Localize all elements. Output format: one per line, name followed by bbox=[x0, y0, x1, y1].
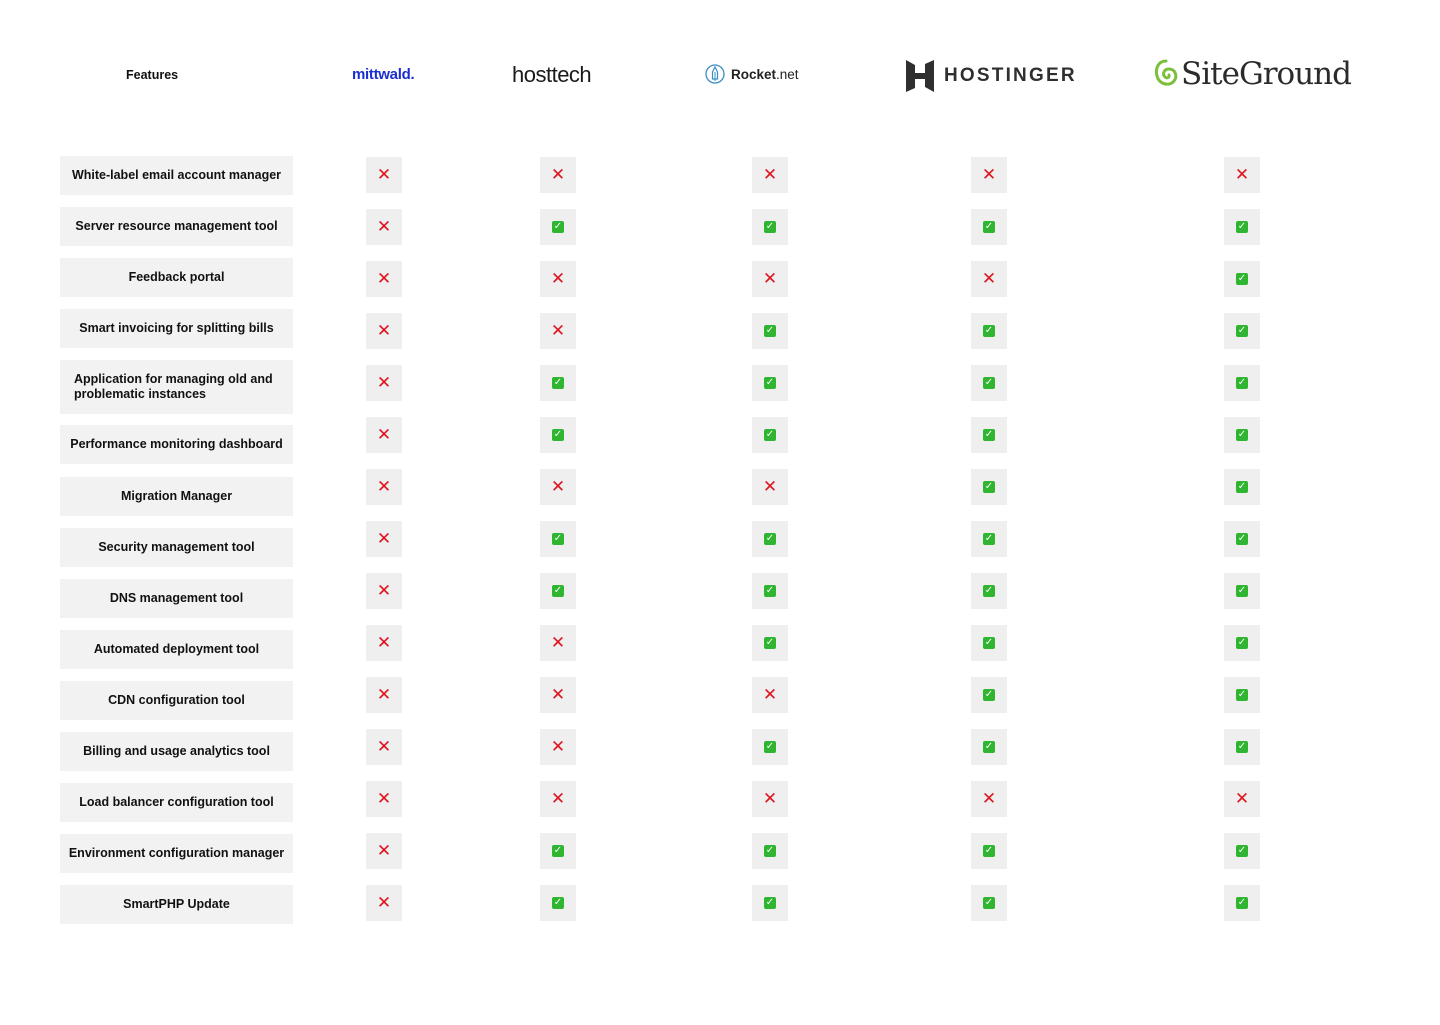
feature-label: Server resource management tool bbox=[60, 207, 293, 246]
status-cell-hosttech bbox=[540, 365, 576, 401]
status-cell-hosttech bbox=[540, 781, 576, 817]
check-icon: ✓ bbox=[765, 845, 775, 856]
check-icon: ✓ bbox=[1237, 845, 1247, 856]
check-icon: ✓ bbox=[765, 325, 775, 336]
siteground-logo bbox=[1153, 56, 1351, 92]
cross-icon: ✕ bbox=[376, 372, 392, 393]
status-cell-hostinger bbox=[971, 625, 1007, 661]
status-cell-rocket-net bbox=[752, 261, 788, 297]
hostinger-logo bbox=[906, 60, 1077, 92]
status-cell-hosttech bbox=[540, 729, 576, 765]
check-icon: ✓ bbox=[765, 429, 775, 440]
status-cell-mittwald bbox=[366, 417, 402, 453]
cross-icon: ✕ bbox=[981, 268, 997, 289]
check-icon: ✓ bbox=[1237, 325, 1247, 336]
status-cell-rocket-net bbox=[752, 677, 788, 713]
cross-icon: ✕ bbox=[762, 476, 778, 497]
hosttech-logo-text: hosttech bbox=[512, 62, 592, 87]
cross-icon: ✕ bbox=[1234, 788, 1250, 809]
check-icon: ✓ bbox=[984, 429, 994, 440]
status-cell-rocket-net bbox=[752, 209, 788, 245]
status-cell-hostinger bbox=[971, 677, 1007, 713]
check-icon: ✓ bbox=[984, 377, 994, 388]
feature-label: Feedback portal bbox=[60, 258, 293, 297]
rocket-icon bbox=[705, 64, 725, 84]
check-icon: ✓ bbox=[1237, 273, 1247, 284]
check-icon: ✓ bbox=[984, 689, 994, 700]
cross-icon: ✕ bbox=[376, 684, 392, 705]
cross-icon: ✕ bbox=[376, 476, 392, 497]
check-icon: ✓ bbox=[984, 481, 994, 492]
status-cell-hostinger bbox=[971, 157, 1007, 193]
status-cell-hosttech bbox=[540, 885, 576, 921]
mittwald-logo-dot: . bbox=[410, 66, 415, 83]
status-cell-hosttech bbox=[540, 625, 576, 661]
status-cell-hostinger bbox=[971, 417, 1007, 453]
hostinger-h-icon bbox=[906, 60, 934, 92]
check-icon: ✓ bbox=[765, 585, 775, 596]
status-cell-mittwald bbox=[366, 781, 402, 817]
cross-icon: ✕ bbox=[550, 320, 566, 341]
features-column-header: Features bbox=[126, 68, 179, 82]
check-icon: ✓ bbox=[553, 377, 563, 388]
status-cell-mittwald bbox=[366, 833, 402, 869]
status-cell-mittwald bbox=[366, 469, 402, 505]
rocket-logo-suffix: .net bbox=[776, 66, 799, 82]
check-icon: ✓ bbox=[553, 585, 563, 596]
feature-label: White-label email account manager bbox=[60, 156, 293, 195]
status-cell-rocket-net bbox=[752, 781, 788, 817]
cross-icon: ✕ bbox=[1234, 164, 1250, 185]
cross-icon: ✕ bbox=[376, 580, 392, 601]
status-cell-rocket-net bbox=[752, 573, 788, 609]
check-icon: ✓ bbox=[1237, 429, 1247, 440]
status-cell-mittwald bbox=[366, 209, 402, 245]
mittwald-logo-text: mittwald bbox=[352, 66, 411, 83]
cross-icon: ✕ bbox=[376, 528, 392, 549]
cross-icon: ✕ bbox=[550, 632, 566, 653]
cross-icon: ✕ bbox=[981, 164, 997, 185]
status-cell-mittwald bbox=[366, 521, 402, 557]
status-cell-hostinger bbox=[971, 885, 1007, 921]
status-cell-hosttech bbox=[540, 521, 576, 557]
status-cell-siteground bbox=[1224, 469, 1260, 505]
cross-icon: ✕ bbox=[550, 476, 566, 497]
check-icon: ✓ bbox=[765, 897, 775, 908]
check-icon: ✓ bbox=[553, 897, 563, 908]
feature-label: Billing and usage analytics tool bbox=[60, 732, 293, 771]
cross-icon: ✕ bbox=[376, 840, 392, 861]
status-cell-hosttech bbox=[540, 573, 576, 609]
status-cell-hosttech bbox=[540, 833, 576, 869]
siteground-logo-text: SiteGround bbox=[1181, 56, 1351, 92]
rocket-net-logo bbox=[705, 64, 799, 84]
status-cell-siteground bbox=[1224, 833, 1260, 869]
check-icon: ✓ bbox=[984, 585, 994, 596]
status-cell-siteground bbox=[1224, 157, 1260, 193]
check-icon: ✓ bbox=[984, 637, 994, 648]
status-cell-mittwald bbox=[366, 677, 402, 713]
cross-icon: ✕ bbox=[550, 788, 566, 809]
status-cell-siteground bbox=[1224, 677, 1260, 713]
status-cell-mittwald bbox=[366, 261, 402, 297]
cross-icon: ✕ bbox=[376, 736, 392, 757]
status-cell-hosttech bbox=[540, 157, 576, 193]
status-cell-rocket-net bbox=[752, 365, 788, 401]
check-icon: ✓ bbox=[1237, 481, 1247, 492]
cross-icon: ✕ bbox=[981, 788, 997, 809]
cross-icon: ✕ bbox=[376, 320, 392, 341]
status-cell-rocket-net bbox=[752, 417, 788, 453]
status-cell-hostinger bbox=[971, 781, 1007, 817]
feature-label: CDN configuration tool bbox=[60, 681, 293, 720]
check-icon: ✓ bbox=[1237, 377, 1247, 388]
cross-icon: ✕ bbox=[550, 736, 566, 757]
feature-label: DNS management tool bbox=[60, 579, 293, 618]
status-cell-hosttech bbox=[540, 261, 576, 297]
cross-icon: ✕ bbox=[376, 164, 392, 185]
cross-icon: ✕ bbox=[376, 892, 392, 913]
cross-icon: ✕ bbox=[762, 684, 778, 705]
cross-icon: ✕ bbox=[550, 164, 566, 185]
status-cell-rocket-net bbox=[752, 729, 788, 765]
check-icon: ✓ bbox=[1237, 897, 1247, 908]
cross-icon: ✕ bbox=[762, 788, 778, 809]
check-icon: ✓ bbox=[765, 741, 775, 752]
rocket-logo-text: Rocket bbox=[731, 66, 777, 82]
feature-label: Migration Manager bbox=[60, 477, 293, 516]
feature-label: Performance monitoring dashboard bbox=[60, 425, 293, 464]
feature-label: Smart invoicing for splitting bills bbox=[60, 309, 293, 348]
check-icon: ✓ bbox=[553, 845, 563, 856]
status-cell-rocket-net bbox=[752, 885, 788, 921]
status-cell-hostinger bbox=[971, 833, 1007, 869]
check-icon: ✓ bbox=[553, 221, 563, 232]
status-cell-rocket-net bbox=[752, 521, 788, 557]
status-cell-siteground bbox=[1224, 781, 1260, 817]
status-cell-siteground bbox=[1224, 417, 1260, 453]
status-cell-hostinger bbox=[971, 729, 1007, 765]
check-icon: ✓ bbox=[765, 377, 775, 388]
status-cell-hosttech bbox=[540, 209, 576, 245]
status-cell-rocket-net bbox=[752, 157, 788, 193]
check-icon: ✓ bbox=[1237, 221, 1247, 232]
feature-label: Load balancer configuration tool bbox=[60, 783, 293, 822]
status-cell-mittwald bbox=[366, 729, 402, 765]
status-cell-siteground bbox=[1224, 573, 1260, 609]
check-icon: ✓ bbox=[984, 897, 994, 908]
check-icon: ✓ bbox=[765, 221, 775, 232]
check-icon: ✓ bbox=[765, 637, 775, 648]
cross-icon: ✕ bbox=[376, 268, 392, 289]
cross-icon: ✕ bbox=[376, 632, 392, 653]
cross-icon: ✕ bbox=[762, 268, 778, 289]
check-icon: ✓ bbox=[553, 533, 563, 544]
check-icon: ✓ bbox=[984, 533, 994, 544]
check-icon: ✓ bbox=[984, 845, 994, 856]
status-cell-mittwald bbox=[366, 313, 402, 349]
cross-icon: ✕ bbox=[550, 684, 566, 705]
status-cell-hosttech bbox=[540, 677, 576, 713]
status-cell-mittwald bbox=[366, 573, 402, 609]
cross-icon: ✕ bbox=[550, 268, 566, 289]
hostinger-logo-text: HOSTINGER bbox=[944, 65, 1077, 86]
check-icon: ✓ bbox=[1237, 689, 1247, 700]
feature-label: Application for managing old and problematic instances bbox=[60, 360, 293, 414]
status-cell-hostinger bbox=[971, 573, 1007, 609]
check-icon: ✓ bbox=[1237, 637, 1247, 648]
mittwald-logo bbox=[352, 66, 414, 83]
status-cell-hostinger bbox=[971, 313, 1007, 349]
status-cell-rocket-net bbox=[752, 469, 788, 505]
feature-label: SmartPHP Update bbox=[60, 885, 293, 924]
status-cell-hostinger bbox=[971, 469, 1007, 505]
hosttech-logo bbox=[512, 62, 591, 88]
status-cell-siteground bbox=[1224, 365, 1260, 401]
status-cell-mittwald bbox=[366, 885, 402, 921]
status-cell-rocket-net bbox=[752, 313, 788, 349]
status-cell-rocket-net bbox=[752, 625, 788, 661]
feature-label: Environment configuration manager bbox=[60, 834, 293, 873]
cross-icon: ✕ bbox=[376, 216, 392, 237]
status-cell-siteground bbox=[1224, 261, 1260, 297]
feature-label: Automated deployment tool bbox=[60, 630, 293, 669]
cross-icon: ✕ bbox=[376, 424, 392, 445]
check-icon: ✓ bbox=[1237, 741, 1247, 752]
status-cell-rocket-net bbox=[752, 833, 788, 869]
status-cell-hostinger bbox=[971, 261, 1007, 297]
check-icon: ✓ bbox=[1237, 585, 1247, 596]
status-cell-siteground bbox=[1224, 313, 1260, 349]
check-icon: ✓ bbox=[1237, 533, 1247, 544]
status-cell-mittwald bbox=[366, 157, 402, 193]
status-cell-hostinger bbox=[971, 365, 1007, 401]
status-cell-mittwald bbox=[366, 365, 402, 401]
status-cell-hostinger bbox=[971, 521, 1007, 557]
check-icon: ✓ bbox=[553, 429, 563, 440]
status-cell-hostinger bbox=[971, 209, 1007, 245]
siteground-swirl-icon bbox=[1153, 57, 1179, 91]
cross-icon: ✕ bbox=[762, 164, 778, 185]
status-cell-hosttech bbox=[540, 417, 576, 453]
status-cell-hosttech bbox=[540, 313, 576, 349]
status-cell-hosttech bbox=[540, 469, 576, 505]
status-cell-siteground bbox=[1224, 729, 1260, 765]
check-icon: ✓ bbox=[765, 533, 775, 544]
status-cell-siteground bbox=[1224, 209, 1260, 245]
status-cell-siteground bbox=[1224, 521, 1260, 557]
check-icon: ✓ bbox=[984, 221, 994, 232]
cross-icon: ✕ bbox=[376, 788, 392, 809]
status-cell-siteground bbox=[1224, 625, 1260, 661]
feature-label: Security management tool bbox=[60, 528, 293, 567]
status-cell-mittwald bbox=[366, 625, 402, 661]
status-cell-siteground bbox=[1224, 885, 1260, 921]
check-icon: ✓ bbox=[984, 741, 994, 752]
check-icon: ✓ bbox=[984, 325, 994, 336]
